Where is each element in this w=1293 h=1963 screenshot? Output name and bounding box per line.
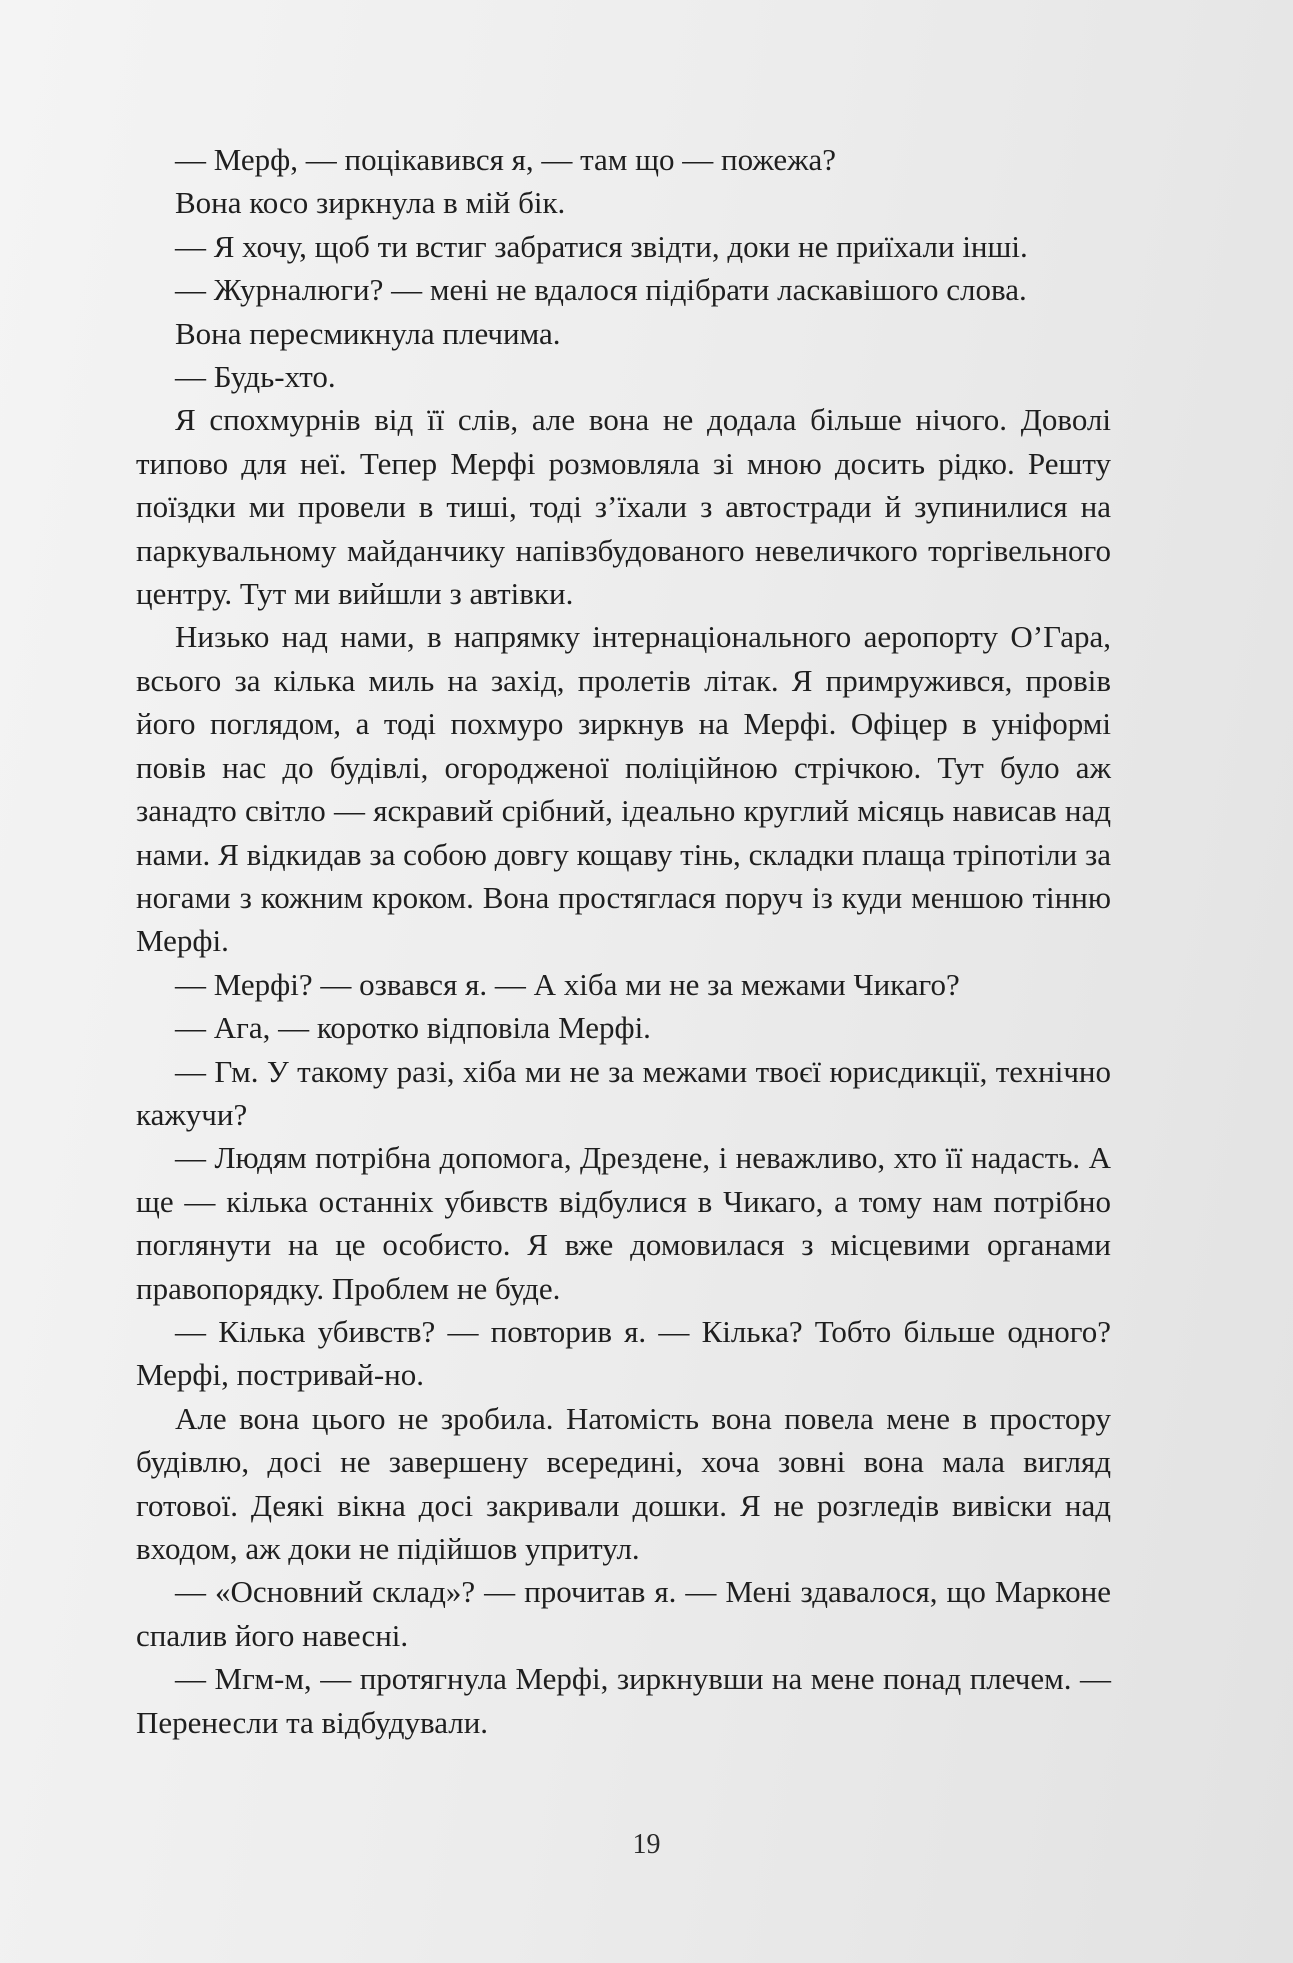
page-number: 19	[632, 1829, 661, 1860]
paragraph-2: Вона косо зиркнула в мій бік.	[175, 185, 566, 221]
paragraph-8: Низько над нами, в напрямку інтернаціонального аеропорту О’Гара, всього за кілька миль на захід, пролетів літак. Я примружився, провів його поглядом, а тоді похмуро зиркнув на Мерфі. Офіцер в уніформі повів нас до будівлі, огородженої поліційною стрічкою. Тут було аж занадто світло — яскравий срібний, ідеально круглий місяць нависав над нами. Я відкидав за собою довгу кощаву тінь, складки плаща тріпотіли за ногами з кожним кроком. Вона простяглася поруч із куди меншою тінню Мерфі.	[136, 619, 1111, 959]
paragraph-12: — Людям потрібна допомога, Дрездене, і неважливо, хто її надасть. А ще — кілька останніх убивств відбулися в Чикаго, а тому нам потрібно поглянути на це особисто. Я вже домовилася з місцевими органами правопорядку. Проблем не буде.	[136, 1140, 1111, 1306]
paragraph-3: — Я хочу, щоб ти встиг забратися звідти, доки не приїхали інші.	[175, 228, 1028, 264]
body-text	[136, 138, 1111, 1744]
paragraph-14: Але вона цього не зробила. Натомість вона повела мене в простору будівлю, досі не завершену всередині, хоча зовні вона мала вигляд готової. Деякі вікна досі закривали дошки. Я не розгледів вивіски над входом, аж доки не підійшов упритул.	[136, 1400, 1111, 1566]
paragraph-7: Я спохмурнів від її слів, але вона не додала більше нічого. Доволі типово для неї. Тепер Мерфі розмовляла зі мною досить рідко. Решту поїздки ми провели в тиші, тоді з’їхали з автостради й зупинилися на паркувальному майданчику напівзбудованого невеличкого торгівельного центру. Тут ми вийшли з автівки.	[136, 402, 1111, 612]
paragraph-13: — Кілька убивств? — повторив я. — Кілька? Тобто більше одного? Мерфі, постривай-но.	[136, 1313, 1111, 1393]
paragraph-11: — Гм. У такому разі, хіба ми не за межами твоєї юрисдикції, технічно кажучи?	[136, 1053, 1111, 1132]
paragraph-16: — Мгм-м, — протягнула Мерфі, зиркнувши на мене понад плечем. — Перенесли та відбудували.	[136, 1661, 1111, 1740]
paragraph-4: — Журналюги? — мені не вдалося підібрати ласкавішого слова.	[175, 272, 1027, 308]
paragraph-9: — Мерфі? — озвався я. — А хіба ми не за межами Чикаго?	[175, 966, 960, 1002]
paragraph-6: — Будь-хто.	[175, 359, 336, 395]
paragraph-5: Вона пересмикнула плечима.	[175, 315, 561, 351]
paragraph-1: — Мерф, — поцікавився я, — там що — пожежа?	[175, 142, 837, 177]
paragraph-15: — «Основний склад»? — прочитав я. — Мені здавалося, що Марконе спалив його навесні.	[136, 1574, 1111, 1653]
paragraph-10: — Ага, — коротко відповіла Мерфі.	[175, 1010, 651, 1046]
